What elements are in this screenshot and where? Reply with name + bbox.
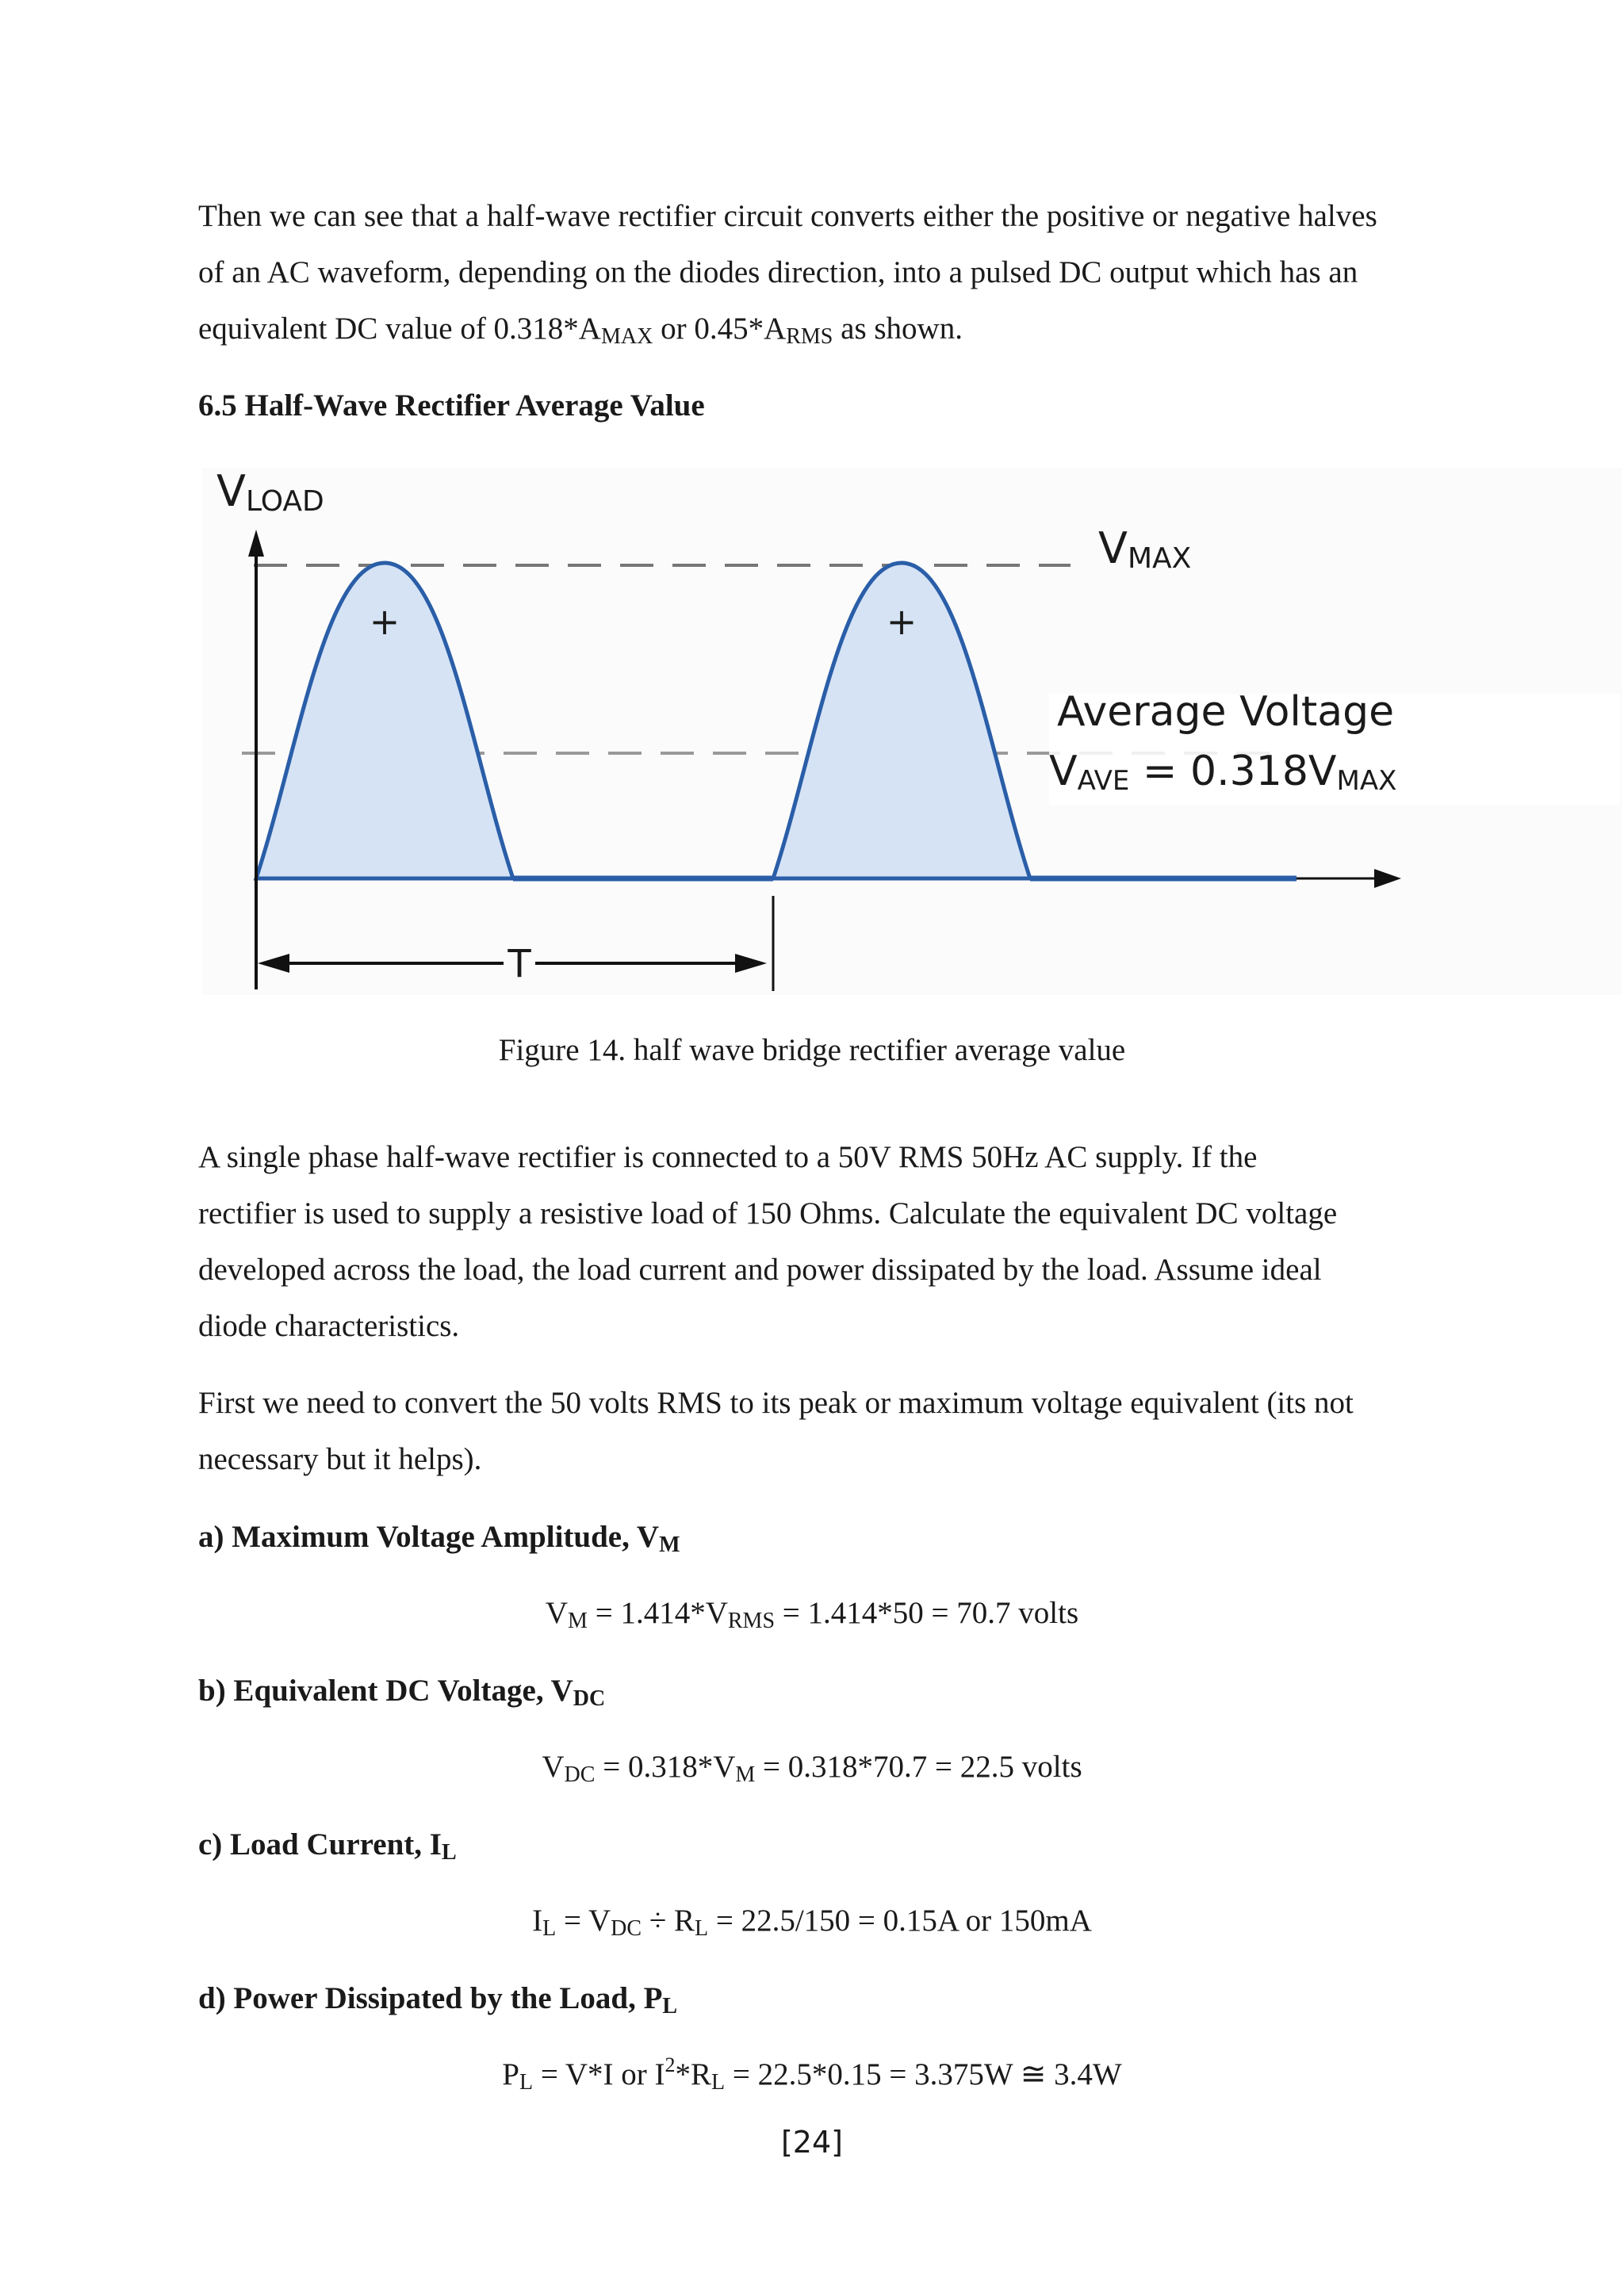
plus-sign-1: +	[369, 600, 400, 643]
step-c-equation: $I_L = V_{DC} \div R_L = 22.5/150 = 0.15A$ or 150mA	[532, 1904, 1092, 1941]
first-step-paragraph	[198, 1375, 1435, 1487]
plus-sign-2: +	[886, 600, 917, 643]
vave-formula: VAVE = 0.318VMAX	[1049, 748, 1397, 797]
vload-label: VLOAD	[216, 468, 324, 518]
first-line-2: necessary but it helps).	[198, 1442, 482, 1476]
problem-paragraph	[198, 1129, 1435, 1354]
intro-line-1: Then we can see that a half-wave rectifier circuit converts either the positive or negative halves	[198, 199, 1377, 233]
problem-line-3: developed across the load, the load current and power dissipated by the load. Assume ideal	[198, 1253, 1322, 1287]
figure-caption: Figure 14. half wave bridge rectifier average value	[498, 1033, 1126, 1067]
step-b-equation: $V_{DC} = 0.318*V_M = 0.318*70.7 = 22.5$ volts	[542, 1750, 1082, 1787]
step-d-equation: $P_L = V*I$ or $I^2*R_L = 22.5*0.15 = 3.375W$ ≅ 3.4W	[502, 2053, 1122, 2095]
intro-line-3: equivalent DC value of $0.318*A_{MAX}$ or $0.45*A_{RMS}$ as shown.	[198, 312, 963, 349]
intro-line-2: of an AC waveform, depending on the diodes direction, into a pulsed DC output which has an	[198, 255, 1358, 289]
page-number: [24]	[780, 2125, 843, 2160]
rectifier-waveform-figure	[202, 468, 1624, 1007]
step-d-heading: d) Power Dissipated by the Load, $P_L$	[198, 1981, 678, 2019]
intro-paragraph	[198, 188, 1435, 357]
step-a-heading: a) Maximum Voltage Amplitude, $V_M$	[198, 1520, 680, 1557]
step-b-heading: b) Equivalent DC Voltage, $V_{DC}$	[198, 1674, 606, 1711]
average-voltage-label: Average Voltage	[1057, 688, 1395, 736]
step-a-equation: $V_M = 1.414*V_{RMS} = 1.414*50 = 70.7$ volts	[545, 1596, 1079, 1633]
section-heading: 6.5 Half-Wave Rectifier Average Value	[198, 388, 705, 423]
problem-line-1: A single phase half-wave rectifier is connected to a 50V RMS 50Hz AC supply. If the	[198, 1140, 1258, 1174]
vmax-label: VMAX	[1098, 523, 1192, 575]
problem-line-4: diode characteristics.	[198, 1309, 460, 1343]
problem-line-2: rectifier is used to supply a resistive load of 150 Ohms. Calculate the equivalent DC voltage	[198, 1196, 1338, 1230]
first-line-1: First we need to convert the 50 volts RMS to its peak or maximum voltage equivalent (its not	[198, 1386, 1354, 1420]
period-label: T	[508, 942, 531, 986]
step-c-heading: c) Load Current, $I_L$	[198, 1827, 457, 1865]
